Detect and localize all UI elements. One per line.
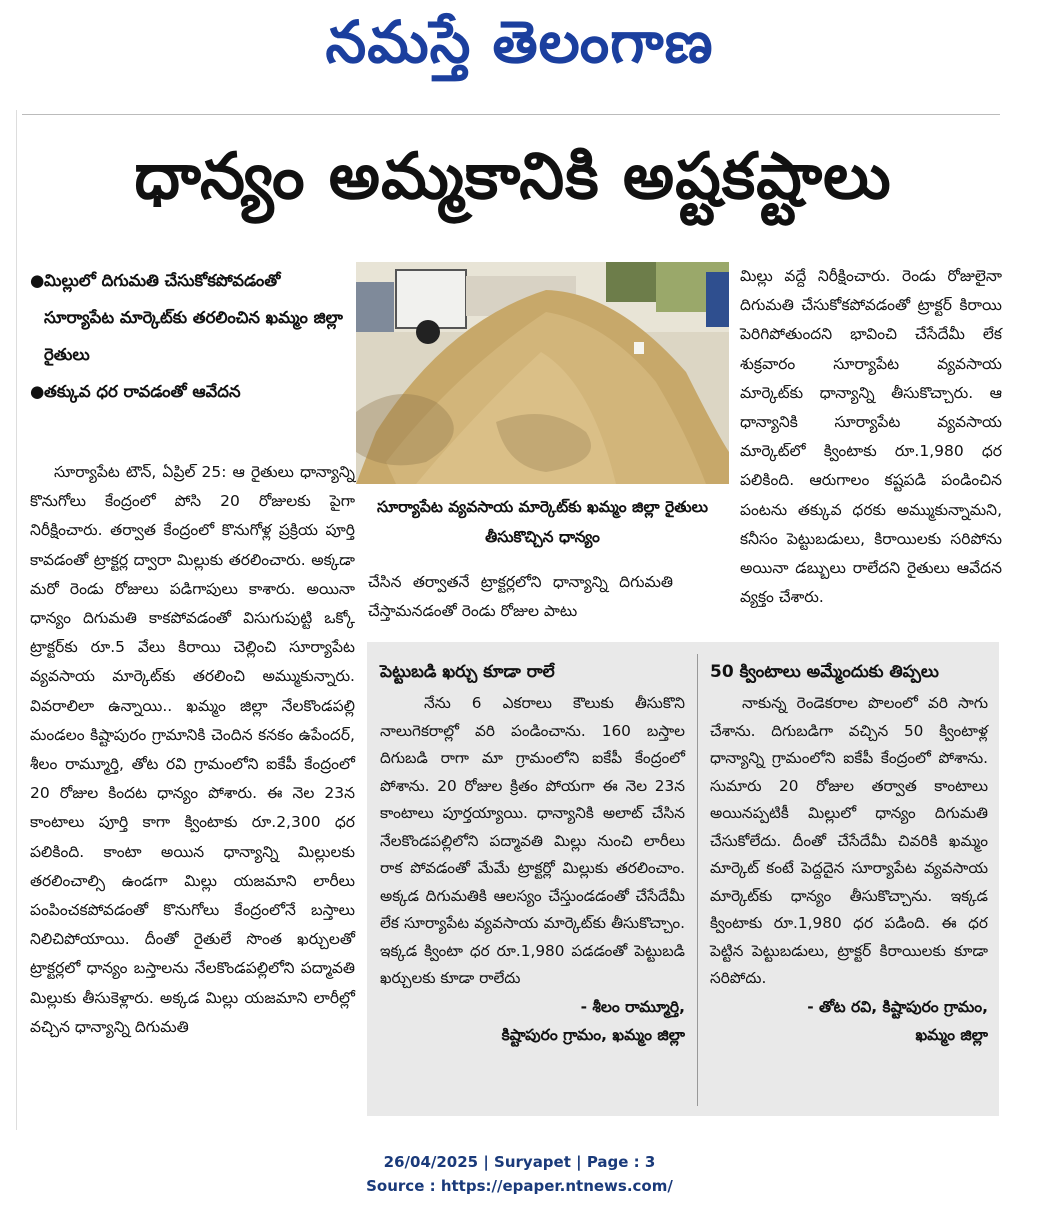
quote-title: 50 క్వింటాలు అమ్మేందుకు తిప్పలు	[710, 662, 939, 682]
footer-source: Source : https://epaper.ntnews.com/	[366, 1177, 673, 1195]
footer-date-page: 26/04/2025 | Suryapet | Page : 3	[383, 1153, 656, 1171]
quote-title: పెట్టుబడి ఖర్చు కూడా రాలే	[380, 662, 555, 682]
headline: ధాన్యం అమ్మకానికి అష్టకష్టాలు	[134, 140, 892, 214]
summary-bullet: ● తక్కువ ధర రావడంతో ఆవేదన	[30, 373, 355, 410]
bullet-dot-icon: ●	[30, 382, 45, 401]
quote-shilam-rammurthy	[380, 654, 685, 1049]
summary-bullet: ● మిల్లులో దిగుమతి చేసుకోకపోవడంతో సూర్యాపేట మార్కెట్‌కు తరలించిన ఖమ్మం జిల్లా రైతులు	[30, 262, 355, 373]
summary-bullets	[30, 262, 355, 410]
quote-signature: - శీలం రామ్మూర్తి,	[580, 997, 685, 1016]
quote-signature: - తోట రవి, కిష్టాపురం గ్రామం,	[807, 997, 988, 1016]
quote-signature-place: ఖమ్మం జిల్లా	[915, 1025, 988, 1044]
bullet-dot-icon: ●	[30, 271, 45, 290]
article-paragraph: సూర్యాపేట టౌన్, ఏప్రిల్ 25: ఆ రైతులు ధాన్యాన్ని కొనుగోలు కేంద్రంలో పోసి 20 రోజులకు పైగా నిరీక్షించారు. తర్వాత కేంద్రంలో కొనుగోళ్ల ప్రక్రియ పూర్తి కావడంతో ట్రాక్టర్ల ద్వారా మిల్లుకు తరలించారు. అక్కడా మరో రెండు రోజులు పడిగాపులు కాశారు. అయినా ధాన్యం దిగుమతి కాకపోవడంతో విసుగుపుట్టి ఒక్కో ట్రాక్టర్‌కు రూ.5 వేలు కిరాయి చెల్లించి సూర్యాపేట వ్యవసాయ మార్కెట్‌కు తరలించి అమ్ముకున్నారు. వివరాలిలా ఉన్నాయి.. ఖమ్మం జిల్లా నేలకొండపల్లి మండలం కిష్టాపురం గ్రామానికి చెందిన కనకం ఉపేందర్, శీలం రామ్మూర్తి, తోట రవి గ్రామంలోని ఐకేపీ కేంద్రంలో 20 రోజుల కిందట ధాన్యం పోశారు. ఈ నెల 23న కాంటాలు పూర్తి కాగా క్వింటాకు రూ.2,300 ధర పలికింది. కాంటా అయిన ధాన్యాన్ని మిల్లులకు తరలించాల్సి ఉండగా మిల్లు యజమాని లారీలు పంపించకపోవడంతో కొనుగోలు కేంద్రంలోనే బస్తాలు నిలిచిపోయాయి. దీంతో రైతులే సొంత ఖర్చులతో ట్రాక్టర్లలో ధాన్యం బస్తాలను నేలకొండపల్లిలోని పద్మావతి మిల్లుకు తీసుకెళ్లారు. అక్కడ మిల్లు యజమాని లారీల్లో వచ్చిన ధాన్యాన్ని దిగుమతి	[30, 463, 355, 1036]
article-column-middle	[368, 568, 673, 626]
article-paragraph: మిల్లు వద్దే నిరీక్షించారు. రెండు రోజులైనా దిగుమతి చేసుకోకపోవడంతో ట్రాక్టర్ కిరాయి పెరిగిపోతుందని భావించి చేసేదేమీ లేక శుక్రవారం సూర్యాపేట వ్యవసాయ మార్కెట్‌కు ధాన్యాన్ని తీసుకొచ్చారు. ఆ ధాన్యానికి సూర్యాపేట వ్యవసాయ మార్కెట్‌లో క్వింటాకు రూ.1,980 ధర పలికింది. ఆరుగాలం కష్టపడి పండించిన పంటను తక్కువ ధరకు అమ్ముకున్నామని, కనీసం పెట్టుబడులు, కిరాయిలకు సరిపోను అయినా డబ్బులు రాలేదని రైతులు ఆవేదన వ్యక్తం చేశారు.	[740, 267, 1002, 607]
quote-body: నేను 6 ఎకరాలు కౌలుకు తీసుకొని నాలుగెకరాల్లో వరి పండించాను. 160 బస్తాల దిగుబడి రాగా మా గ్రామంలోని ఐకేపీ కేంద్రంలో పోశాను. 20 రోజుల క్రితం పోయగా ఈ నెల 23న కాంటాలు పూర్తయ్యాయి. ధాన్యానికి అలాట్ చేసిన నేలకొండపల్లిలోని పద్మావతి మిల్లు నుంచి లారీలు రాక పోవడంతో మేమే ట్రాక్టర్లో మిల్లుకు తరలించాం. అక్కడ దిగుమతికి ఆలస్యం చేస్తుండడంతో చేసేదేమీ లేక సూర్యాపేట వ్యవసాయ మార్కెట్‌కు తీసుకొచ్చాం. ఇక్కడ క్వింటా ధర రూ.1,980 పడడంతో పెట్టుబడి ఖర్చులకు కూడా రాలేదు	[380, 694, 685, 987]
quote-tota-ravi	[710, 654, 988, 1049]
grain-heap-photo	[356, 262, 729, 484]
quote-body: నాకున్న రెండెకరాల పొలంలో వరి సాగు చేశాను. దిగుబడిగా వచ్చిన 50 క్వింటాళ్ల ధాన్యాన్ని గ్రామంలోని ఐకేపీ కేంద్రంలో పోశాను. సుమారు 20 రోజుల తర్వాత కాంటాలు అయినప్పటికీ మిల్లులో ధాన్యం దిగుమతి చేసుకోలేదు. దీంతో చేసేదేమీ చివరికి ఖమ్మం మార్కెట్ కంటే పెద్దదైన సూర్యాపేట వ్యవసాయ మార్కెట్‌కు ధాన్యం తీసుకొచ్చాను. ఇక్కడ క్వింటాకు రూ.1,980 ధర పడింది. ఈ ధర పెట్టిన పెట్టుబడులు, ట్రాక్టర్ కిరాయిలకు కూడా సరిపోదు.	[710, 694, 988, 987]
article-column-right	[740, 262, 1002, 612]
masthead-logo: నమస్తే తెలంగాణ	[325, 8, 714, 76]
photo-caption: సూర్యాపేట వ్యవసాయ మార్కెట్‌కు ఖమ్మం జిల్లా రైతులు తీసుకొచ్చిన ధాన్యం	[377, 498, 708, 546]
article-paragraph: చేసిన తర్వాతనే ట్రాక్టర్లలోని ధాన్యాన్ని దిగుమతి చేస్తామనడంతో రెండు రోజుల పాటు	[368, 573, 673, 621]
masthead-divider	[22, 114, 1000, 115]
article-column-left	[30, 458, 355, 1042]
quote-signature-place: కిష్టాపురం గ్రామం, ఖమ్మం జిల్లా	[501, 1025, 685, 1044]
quotes-divider	[697, 654, 698, 1106]
page-margin-rule	[16, 110, 17, 1130]
